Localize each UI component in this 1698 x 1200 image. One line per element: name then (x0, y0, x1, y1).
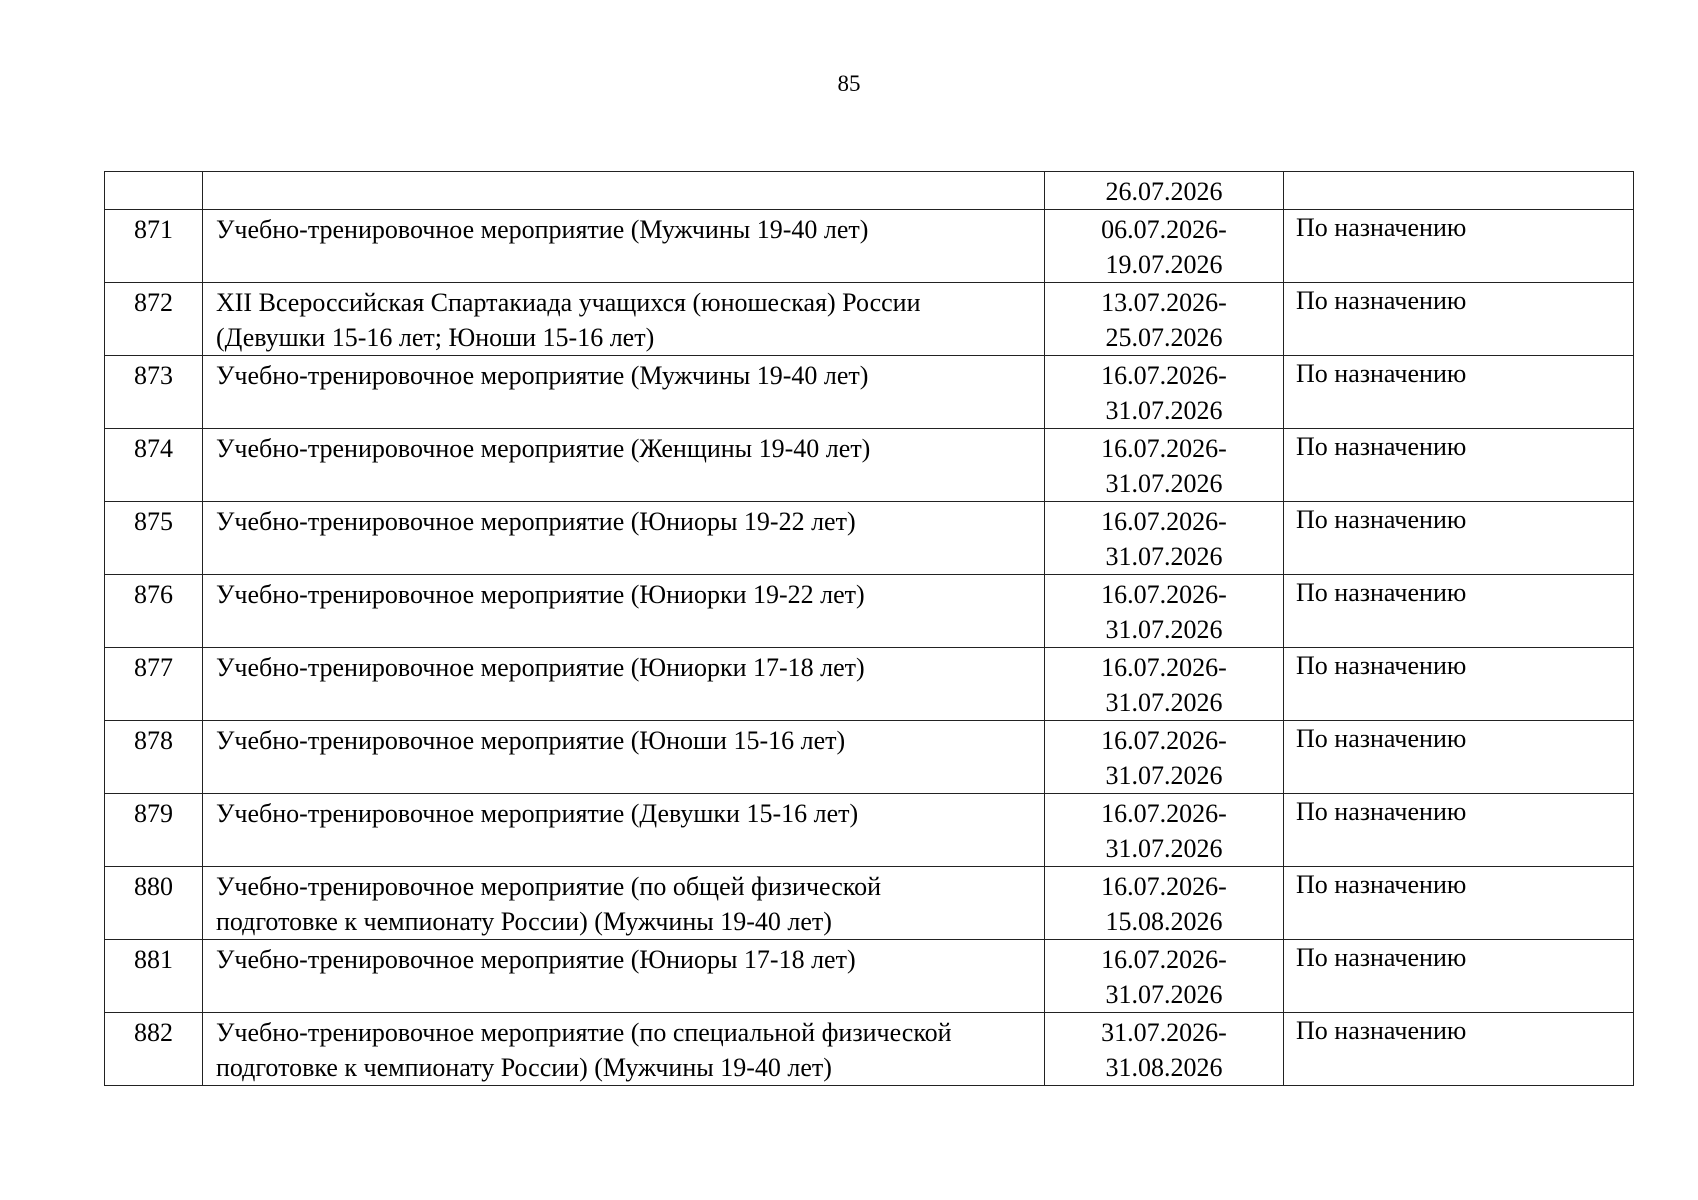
cell-number (105, 794, 203, 867)
cell-place-text: По назначению (1296, 432, 1467, 461)
cell-dates (1045, 575, 1284, 648)
cell-event-name-text: Учебно-тренировочное мероприятие (Юниорки 17-18 лет) (216, 653, 865, 682)
cell-dates-text: 06.07.2026- 19.07.2026 (1101, 215, 1227, 279)
cell-number (105, 648, 203, 721)
table-row (105, 283, 1634, 356)
cell-number (105, 356, 203, 429)
cell-number-text: 872 (134, 288, 173, 317)
cell-dates (1045, 867, 1284, 940)
cell-dates-text: 16.07.2026- 31.07.2026 (1101, 653, 1227, 717)
cell-number (105, 210, 203, 283)
cell-place (1284, 356, 1634, 429)
cell-event-name (203, 429, 1045, 502)
cell-dates-text: 16.07.2026- 31.07.2026 (1101, 434, 1227, 498)
cell-number-text: 875 (134, 507, 173, 536)
table-row (105, 867, 1634, 940)
cell-number-text: 881 (134, 945, 173, 974)
cell-place (1284, 429, 1634, 502)
cell-event-name (203, 283, 1045, 356)
cell-number (105, 940, 203, 1013)
table-row (105, 794, 1634, 867)
cell-dates (1045, 356, 1284, 429)
cell-place (1284, 283, 1634, 356)
table-row (105, 429, 1634, 502)
cell-place-text: По назначению (1296, 578, 1467, 607)
cell-number-text: 874 (134, 434, 173, 463)
cell-dates-text: 16.07.2026- 31.07.2026 (1101, 507, 1227, 571)
cell-place-text: По назначению (1296, 1016, 1467, 1045)
cell-number (105, 283, 203, 356)
cell-event-name-text: Учебно-тренировочное мероприятие (Юноши 15-16 лет) (216, 726, 846, 755)
cell-place-text: По назначению (1296, 797, 1467, 826)
cell-number (105, 575, 203, 648)
cell-event-name (203, 794, 1045, 867)
cell-number (105, 721, 203, 794)
cell-place (1284, 648, 1634, 721)
cell-event-name (203, 1013, 1045, 1086)
cell-place-text: По назначению (1296, 213, 1467, 242)
cell-number (105, 172, 203, 210)
cell-number (105, 502, 203, 575)
cell-dates-text: 26.07.2026 (1105, 177, 1223, 206)
cell-event-name-text (216, 172, 1044, 174)
cell-event-name (203, 172, 1045, 210)
cell-place-text: По назначению (1296, 505, 1467, 534)
table-row (105, 575, 1634, 648)
cell-event-name-text: Учебно-тренировочное мероприятие (по общей физической подготовке к чемпионату России) (Мужчины 19-40 лет) (216, 872, 881, 936)
cell-number-text: 873 (134, 361, 173, 390)
cell-place (1284, 940, 1634, 1013)
cell-dates-text: 16.07.2026- 15.08.2026 (1101, 872, 1227, 936)
cell-number-text: 882 (134, 1018, 173, 1047)
cell-place-text: По назначению (1296, 724, 1467, 753)
cell-number (105, 867, 203, 940)
cell-event-name (203, 356, 1045, 429)
cell-dates (1045, 794, 1284, 867)
cell-dates (1045, 940, 1284, 1013)
cell-event-name (203, 575, 1045, 648)
cell-dates-text: 13.07.2026- 25.07.2026 (1101, 288, 1227, 352)
table-row (105, 1013, 1634, 1086)
cell-dates-text: 31.07.2026- 31.08.2026 (1101, 1018, 1227, 1082)
cell-dates (1045, 172, 1284, 210)
cell-event-name (203, 721, 1045, 794)
cell-dates (1045, 1013, 1284, 1086)
cell-dates-text: 16.07.2026- 31.07.2026 (1101, 361, 1227, 425)
cell-event-name-text: Учебно-тренировочное мероприятие (Девушки 15-16 лет) (216, 799, 859, 828)
cell-dates (1045, 648, 1284, 721)
table-row (105, 356, 1634, 429)
cell-place-text: По назначению (1296, 286, 1467, 315)
cell-place-text: По назначению (1296, 651, 1467, 680)
cell-dates (1045, 210, 1284, 283)
cell-event-name-text: Учебно-тренировочное мероприятие (Мужчины 19-40 лет) (216, 215, 869, 244)
cell-event-name-text: Учебно-тренировочное мероприятие (по специальной физической подготовке к чемпионату России) (Мужчины 19-40 лет) (216, 1018, 952, 1082)
cell-event-name-text: Учебно-тренировочное мероприятие (Юниоры 17-18 лет) (216, 945, 856, 974)
cell-dates-text: 16.07.2026- 31.07.2026 (1101, 799, 1227, 863)
cell-place (1284, 575, 1634, 648)
events-table (104, 171, 1634, 1086)
table-row (105, 721, 1634, 794)
cell-place (1284, 794, 1634, 867)
cell-place (1284, 867, 1634, 940)
table-row (105, 502, 1634, 575)
cell-event-name-text: XII Всероссийская Спартакиада учащихся (юношеская) России (Девушки 15-16 лет; Юноши 15-16 лет) (216, 288, 921, 352)
cell-place (1284, 210, 1634, 283)
cell-place-text: По назначению (1296, 359, 1467, 388)
cell-event-name-text: Учебно-тренировочное мероприятие (Юниоры 19-22 лет) (216, 507, 856, 536)
cell-place (1284, 172, 1634, 210)
page-number: 85 (837, 71, 861, 96)
cell-number (105, 429, 203, 502)
cell-number-text: 877 (134, 653, 173, 682)
events-table-body (105, 172, 1634, 1086)
cell-place-text: По назначению (1296, 870, 1467, 899)
cell-number-text: 871 (134, 215, 173, 244)
cell-place (1284, 1013, 1634, 1086)
table-row (105, 648, 1634, 721)
cell-event-name-text: Учебно-тренировочное мероприятие (Мужчины 19-40 лет) (216, 361, 869, 390)
cell-place (1284, 502, 1634, 575)
cell-event-name (203, 502, 1045, 575)
cell-number (105, 1013, 203, 1086)
cell-number-text: 879 (134, 799, 173, 828)
cell-number-text: 876 (134, 580, 173, 609)
cell-dates-text: 16.07.2026- 31.07.2026 (1101, 726, 1227, 790)
cell-place-text: По назначению (1296, 943, 1467, 972)
cell-dates-text: 16.07.2026- 31.07.2026 (1101, 580, 1227, 644)
cell-event-name (203, 940, 1045, 1013)
cell-number-text (105, 172, 202, 174)
cell-event-name (203, 648, 1045, 721)
cell-dates (1045, 721, 1284, 794)
cell-event-name-text: Учебно-тренировочное мероприятие (Юниорки 19-22 лет) (216, 580, 865, 609)
cell-event-name (203, 867, 1045, 940)
cell-number-text: 878 (134, 726, 173, 755)
cell-event-name-text: Учебно-тренировочное мероприятие (Женщины 19-40 лет) (216, 434, 871, 463)
table-row (105, 940, 1634, 1013)
table-row-continuation (105, 172, 1634, 210)
cell-dates (1045, 502, 1284, 575)
table-row (105, 210, 1634, 283)
cell-dates-text: 16.07.2026- 31.07.2026 (1101, 945, 1227, 1009)
cell-place (1284, 721, 1634, 794)
cell-dates (1045, 429, 1284, 502)
cell-number-text: 880 (134, 872, 173, 901)
cell-event-name (203, 210, 1045, 283)
cell-dates (1045, 283, 1284, 356)
